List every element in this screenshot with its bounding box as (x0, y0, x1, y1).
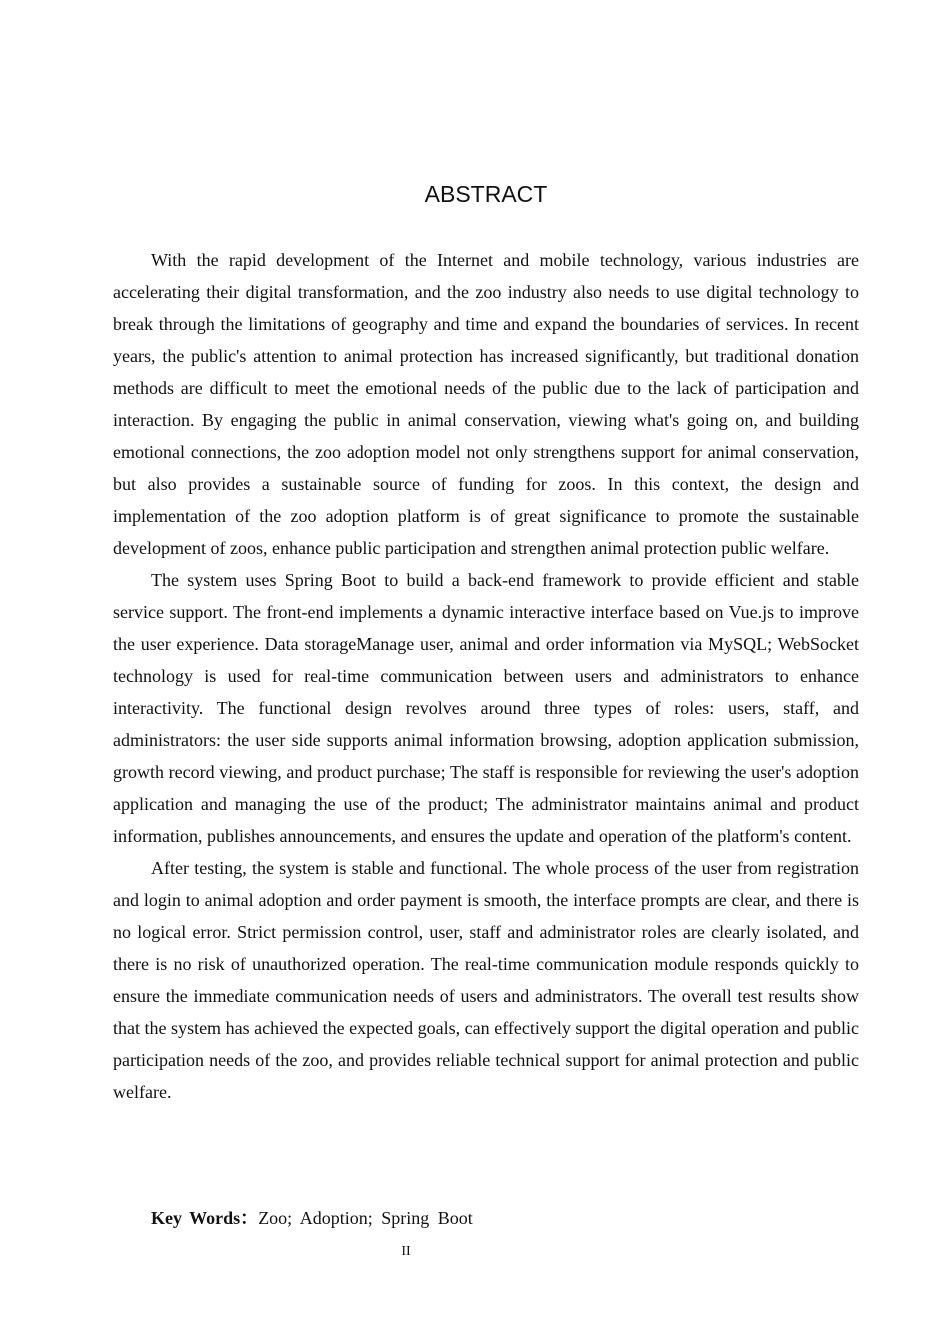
abstract-paragraph-1: With the rapid development of the Internet and mobile technology, various industries are accelerating their digital transformation, and the zoo industry also needs to use digital technology to break through the limitations of geography and time and expand the boundaries of services. In recent years, the public's attention to animal protection has increased significantly, but traditional donation methods are difficult to meet the emotional needs of the public due to the lack of participation and interaction. By engaging the public in animal conservation, viewing what's going on, and building emotional connections, the zoo adoption model not only strengthens support for animal conservation, but also provides a sustainable source of funding for zoos. In this context, the design and implementation of the zoo adoption platform is of great significance to promote the sustainable development of zoos, enhance public participation and strengthen animal protection public welfare. (113, 250, 859, 558)
abstract-body (113, 244, 859, 1108)
keywords-value: Zoo; Adoption; Spring Boot (258, 1208, 473, 1228)
keywords-label: Key Words： (151, 1208, 259, 1228)
keywords-line (151, 1203, 473, 1233)
page-number: II (401, 1244, 411, 1259)
abstract-paragraph-2: The system uses Spring Boot to build a back-end framework to provide efficient and stable service support. The front-end implements a dynamic interactive interface based on Vue.js to improve the user experience. Data storageManage user, animal and order information via MySQL; WebSocket technology is used for real-time communication between users and administrators to enhance interactivity. The functional design revolves around three types of roles: users, staff, and administrators: the user side supports animal information browsing, adoption application submission, growth record viewing, and product purchase; The staff is responsible for reviewing the user's adoption application and managing the use of the product; The administrator maintains animal and product information, publishes announcements, and ensures the update and operation of the platform's content. (113, 570, 859, 846)
abstract-paragraph-3: After testing, the system is stable and functional. The whole process of the user from registration and login to animal adoption and order payment is smooth, the interface prompts are clear, and there is no logical error. Strict permission control, user, staff and administrator roles are clearly isolated, and there is no risk of unauthorized operation. The real-time communication module responds quickly to ensure the immediate communication needs of users and administrators. The overall test results show that the system has achieved the expected goals, can effectively support the digital operation and public participation needs of the zoo, and provides reliable technical support for animal protection and public welfare. (113, 858, 859, 1102)
abstract-title: ABSTRACT (424, 181, 548, 207)
